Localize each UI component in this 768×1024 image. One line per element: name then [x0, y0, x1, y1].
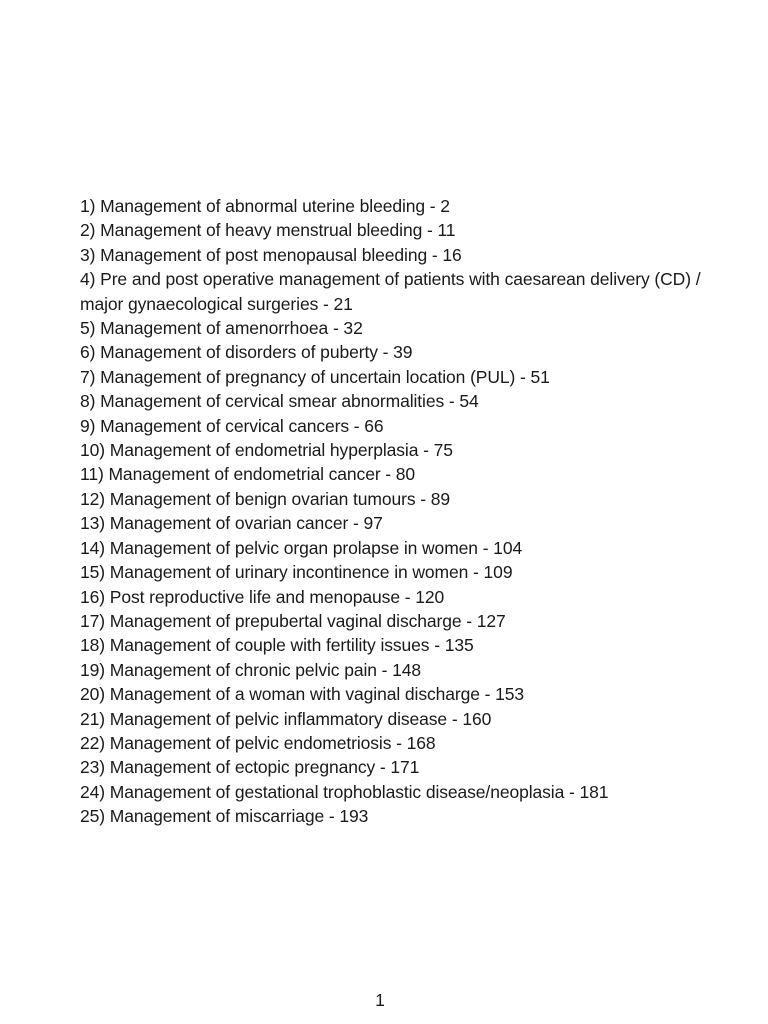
- toc-item: 13) Management of ovarian cancer - 97: [80, 513, 383, 534]
- toc-item: 6) Management of disorders of puberty - 39: [80, 342, 413, 363]
- table-of-contents: [80, 194, 748, 829]
- toc-item: 7) Management of pregnancy of uncertain location (PUL) - 51: [80, 366, 550, 387]
- toc-item: 11) Management of endometrial cancer - 80: [80, 464, 416, 485]
- toc-item: 10) Management of endometrial hyperplasia - 75: [80, 440, 453, 461]
- page-number: 1: [375, 990, 385, 1010]
- toc-item: 4) Pre and post operative management of patients with caesarean delivery (CD) / major gynaecological surgeries - 21: [80, 269, 701, 314]
- toc-item: 14) Management of pelvic organ prolapse in women - 104: [80, 537, 523, 558]
- toc-item: 17) Management of prepubertal vaginal discharge - 127: [80, 610, 506, 631]
- toc-item: 12) Management of benign ovarian tumours - 89: [80, 488, 451, 509]
- toc-item: 9) Management of cervical cancers - 66: [80, 415, 384, 436]
- toc-item: 2) Management of heavy menstrual bleeding - 11: [80, 220, 456, 241]
- toc-item: 1) Management of abnormal uterine bleeding - 2: [80, 196, 450, 216]
- toc-item: 16) Post reproductive life and menopause - 120: [80, 586, 445, 607]
- toc-item: 3) Management of post menopausal bleeding - 16: [80, 244, 462, 265]
- toc-item: 15) Management of urinary incontinence in women - 109: [80, 562, 513, 583]
- toc-item: 23) Management of ectopic pregnancy - 171: [80, 757, 420, 778]
- toc-item: 5) Management of amenorrhoea - 32: [80, 318, 363, 339]
- toc-item: 8) Management of cervical smear abnormalities - 54: [80, 391, 479, 412]
- toc-item: 25) Management of miscarriage - 193: [80, 806, 369, 827]
- toc-item: 18) Management of couple with fertility issues - 135: [80, 635, 474, 656]
- toc-item: 19) Management of chronic pelvic pain - 148: [80, 659, 422, 680]
- toc-item: 21) Management of pelvic inflammatory disease - 160: [80, 708, 492, 729]
- toc-item: 22) Management of pelvic endometriosis - 168: [80, 732, 436, 753]
- toc-item: 24) Management of gestational trophoblastic disease/neoplasia - 181: [80, 781, 609, 802]
- toc-item: 20) Management of a woman with vaginal discharge - 153: [80, 684, 525, 705]
